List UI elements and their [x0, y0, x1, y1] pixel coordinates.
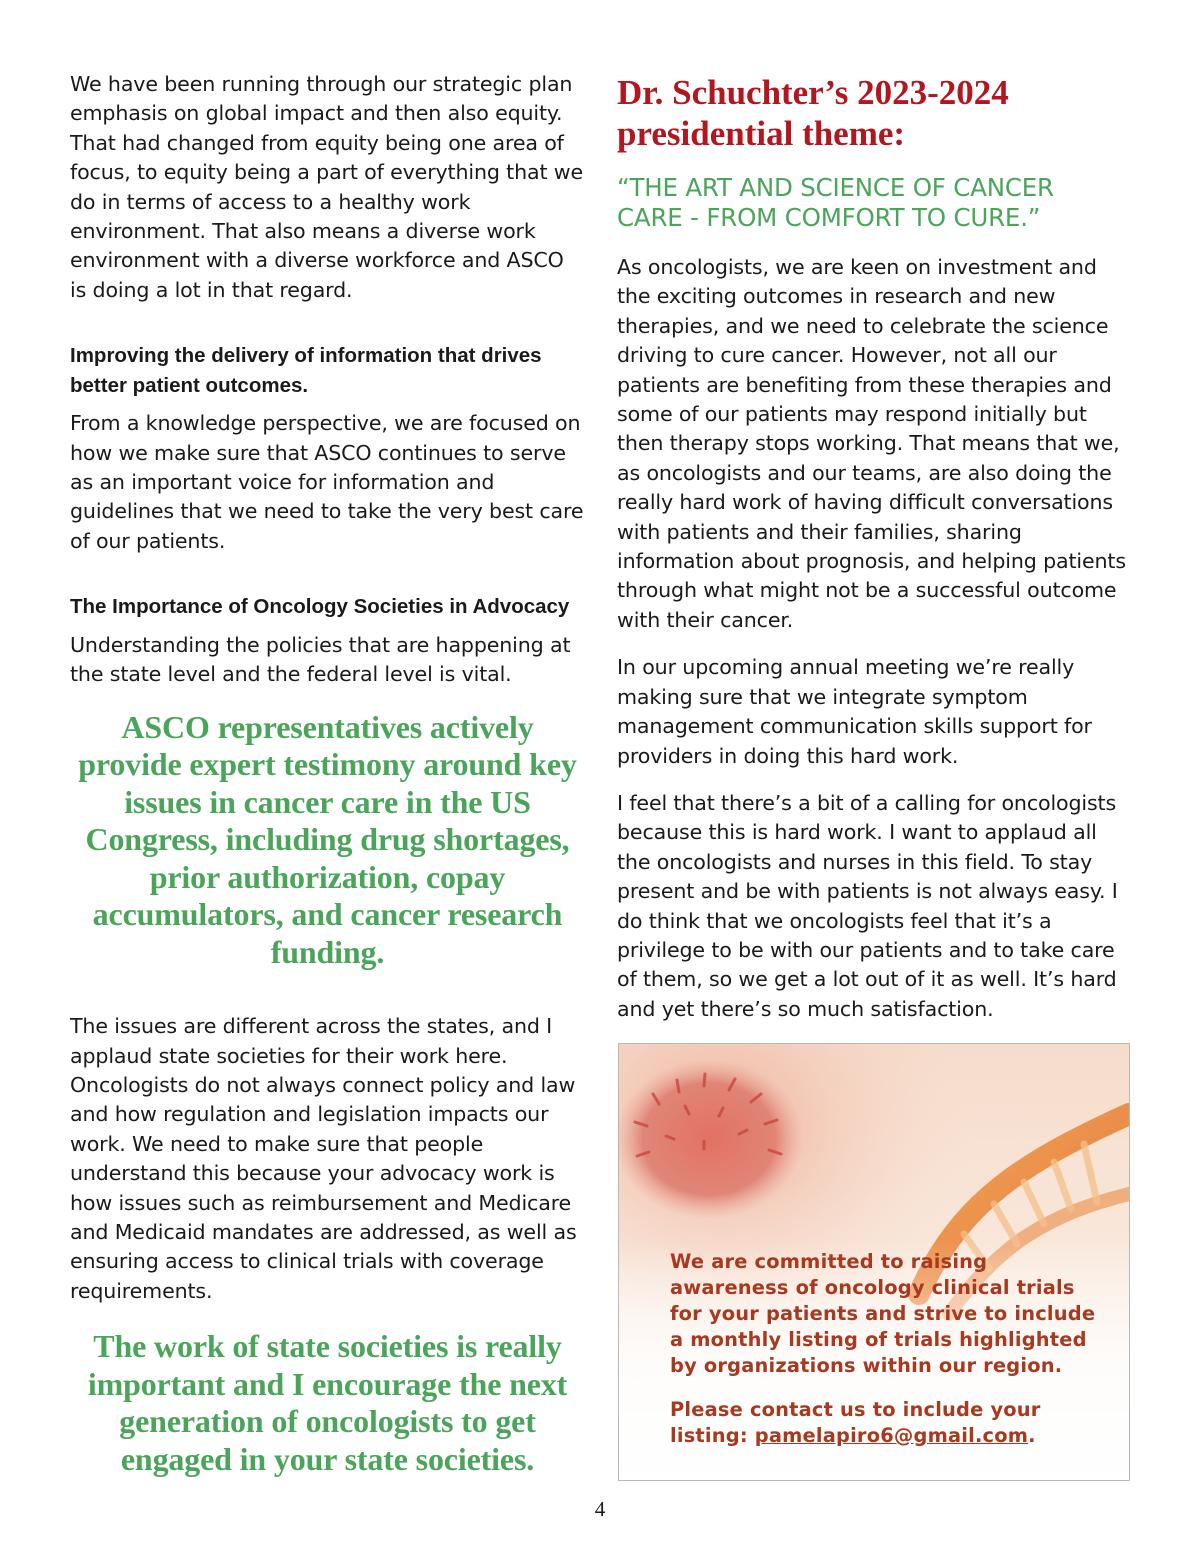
information-delivery-paragraph: From a knowledge perspective, we are focused on how we make sure that ASCO continues to serve as an important voice for information and guidelines that we need to take the very best care of our patients. [70, 411, 584, 553]
theme-quote-line-2: CARE - FROM COMFORT TO CURE.” [617, 202, 1041, 232]
oncologists-paragraph: As oncologists, we are keen on investment and the exciting outcomes in research and new therapies, and we need to celebrate the science driving to cure cancer. However, not all our patients are benefiting from these therapies and some of our patients may respond initially but then therapy stops working. That means that we, as oncologists and our teams, are also doing the really hard work of having difficult conversations with patients and their families, sharing information about prognosis, and helping patients through what might not be a successful outcome with their cancer. [617, 255, 1126, 632]
section-heading-advocacy: The Importance of Oncology Societies in Advocacy [70, 595, 570, 619]
theme-title-line-1: Dr. Schuchter’s 2023-2024 [617, 73, 1009, 112]
clinical-trials-message [670, 1249, 1100, 1449]
state-societies-paragraph: The issues are different across the states, and I applaud state societies for their work here. Oncologists do not always connect policy and law and how regulation and legislation impacts our work. We need to make sure that people understand this because your advocacy work is how issues such as reimbursement and Medicare and Medicaid mandates are addressed, as well as ensuring access to clinical trials with coverage requirements. [70, 1014, 577, 1303]
calling-paragraph: I feel that there’s a bit of a calling for oncologists because this is hard work. I want to applaud all the oncologists and nurses in this field. To stay present and be with patients is not always easy. I do think that we oncologists feel that it’s a privilege to be with our patients and to take care of them, so we get a lot out of it as well. It’s hard and yet there’s so much satisfaction. [617, 790, 1118, 1021]
left-column [70, 70, 585, 1478]
presidential-theme-title [617, 72, 1132, 154]
presidential-theme-quote [617, 173, 1132, 232]
contact-email-link[interactable]: pamelapiro6@gmail.com [754, 1424, 1029, 1447]
theme-title-line-2: presidential theme: [617, 114, 906, 153]
section-heading-information-delivery: Improving the delivery of information that drives better patient outcomes. [70, 344, 542, 397]
annual-meeting-paragraph: In our upcoming annual meeting we’re really making sure that we integrate symptom management communication skills support for providers in doing this hard work. [617, 655, 1092, 768]
contact-prefix: Please contact us to include your listing: [670, 1398, 1041, 1447]
page-number: 4 [594, 1497, 606, 1521]
right-column [617, 72, 1132, 1024]
pull-quote-state-societies: The work of state societies is really important and I encourage the next generation of oncologists to get engaged in your state societies. [87, 1328, 568, 1477]
contact-suffix: . [1028, 1424, 1036, 1447]
theme-quote-line-1: “THE ART AND SCIENCE OF CANCER [617, 173, 1054, 202]
trials-contact-text [670, 1397, 1100, 1449]
pull-quote-testimony: ASCO representatives actively provide expert testimony around key issues in cancer care in the US Congress, including drug shortages, prior authorization, copay accumulators, and cancer research funding. [78, 708, 577, 970]
advocacy-paragraph: Understanding the policies that are happening at the state level and the federal level is vital. [70, 632, 571, 687]
trials-commitment-text: We are committed to raising awareness of oncology clinical trials for your patients and strive to include a monthly listing of trials highlighted by organizations within our region. [670, 1250, 1096, 1377]
clinical-trials-box [618, 1043, 1130, 1481]
intro-paragraph: We have been running through our strategic plan emphasis on global impact and then also equity. That had changed from equity being one area of focus, to equity being a part of everything that we do in terms of access to a healthy work environment. That also means a diverse work environment with a diverse workforce and ASCO is doing a lot in that regard. [70, 72, 583, 302]
